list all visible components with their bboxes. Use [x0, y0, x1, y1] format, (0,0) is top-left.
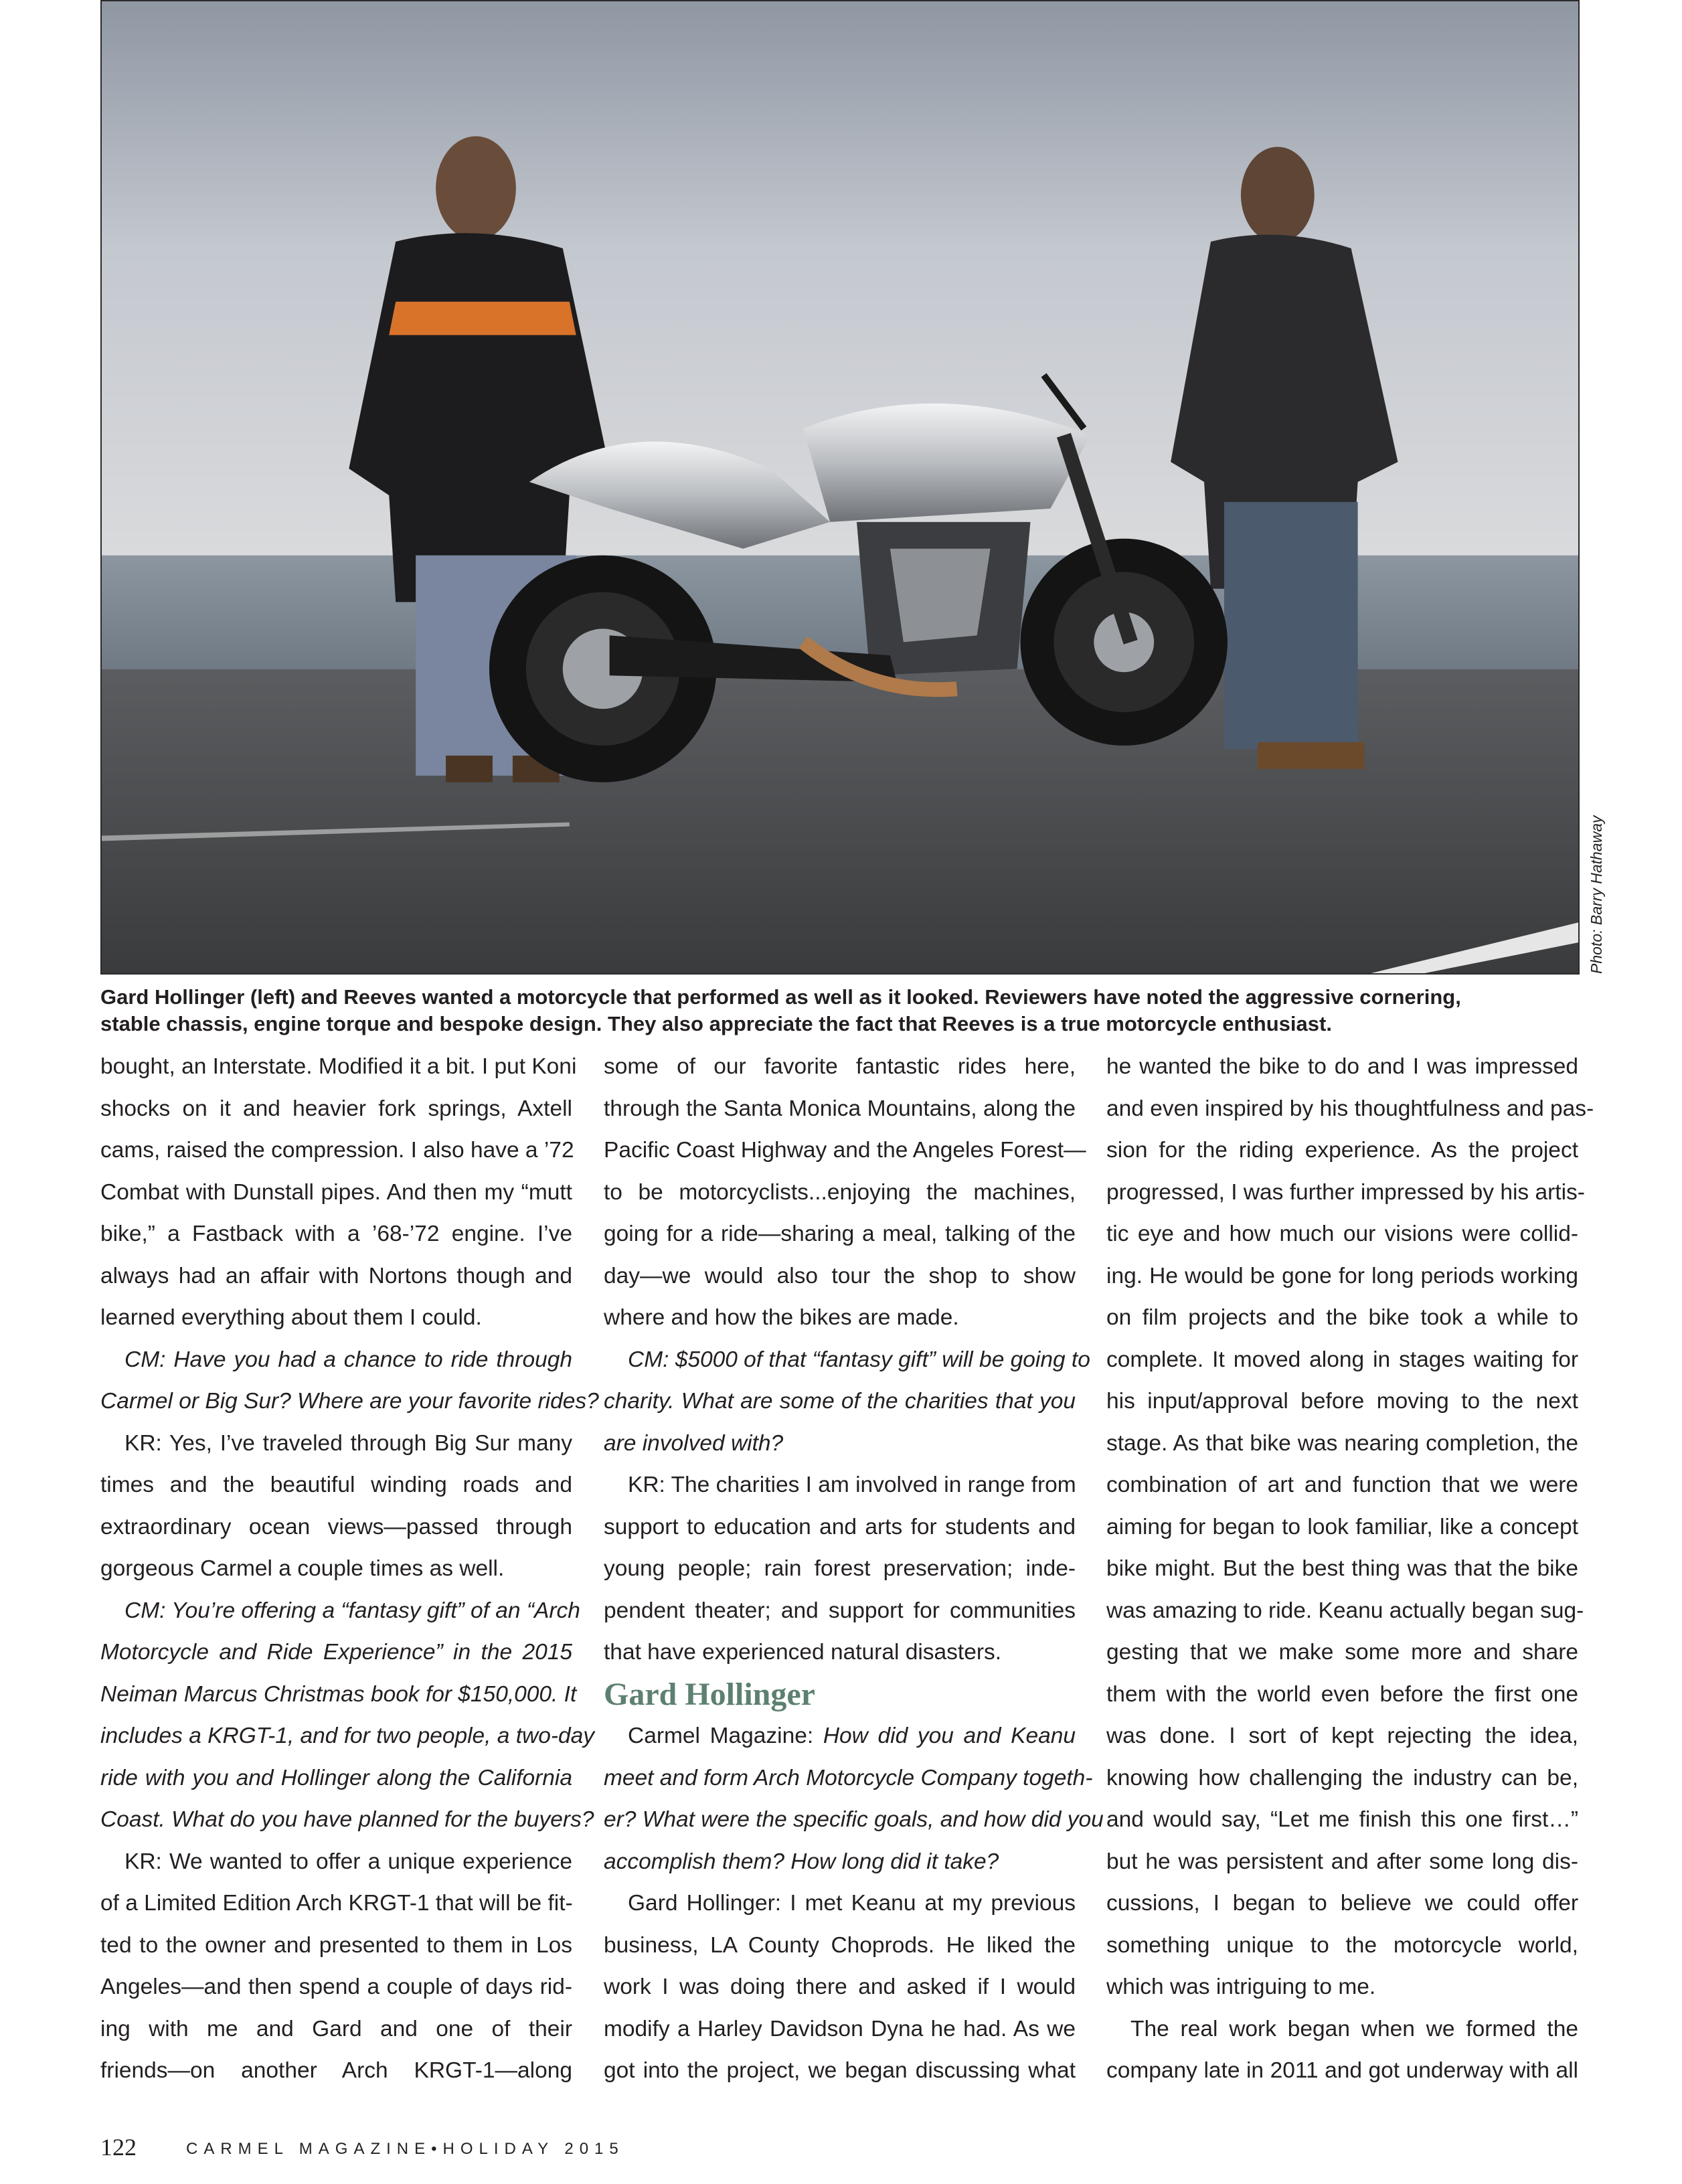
interviewer-label: Carmel Magazine:: [628, 1724, 823, 1748]
answer-line: cussions, I began to believe we could offer: [1106, 1891, 1578, 1916]
answer-line: complete. It moved along in stages waiting for: [1106, 1347, 1578, 1372]
article-column-3: [1106, 1046, 1594, 2092]
question-line: [604, 1715, 1076, 1758]
answer-line: Angeles—and then spend a couple of days rid-: [100, 1975, 572, 1999]
photo-caption: [100, 984, 1580, 1037]
answer-line: that have experienced natural disasters.: [604, 1640, 1002, 1665]
answer-line: he wanted the bike to do and I was impressed: [1106, 1054, 1578, 1079]
question-line: includes a KRGT-1, and for two people, a two-day: [100, 1724, 595, 1748]
answer-line: ing with me and Gard and one of their: [100, 2016, 572, 2041]
question-line: Motorcycle and Ride Experience” in the 2015: [100, 1640, 572, 1665]
answer-line: through the Santa Monica Mountains, along the: [604, 1096, 1076, 1121]
answer-line: and even inspired by his thoughtfulness and pas-: [1106, 1096, 1594, 1121]
question-line: Coast. What do you have planned for the buyers?: [100, 1807, 594, 1832]
answer-line: pendent theater; and support for communities: [604, 1598, 1076, 1623]
answer-line: bike might. But the best thing was that the bike: [1106, 1556, 1578, 1581]
text-line: always had an affair with Nortons though and: [100, 1263, 572, 1288]
answer-line: which was intriguing to me.: [1106, 1975, 1376, 1999]
answer-line: was amazing to ride. Keanu actually began sug-: [1106, 1598, 1584, 1623]
answer-line: company late in 2011 and got underway with all: [1106, 2058, 1578, 2083]
question-line: Carmel or Big Sur? Where are your favorite rides?: [100, 1389, 599, 1414]
answer-line: Pacific Coast Highway and the Angeles Forest—: [604, 1138, 1086, 1163]
answer-line: friends—on another Arch KRGT-1—along: [100, 2058, 572, 2083]
page-number: 122: [100, 2134, 137, 2161]
text-line: bought, an Interstate. Modified it a bit. I put Koni: [100, 1054, 577, 1079]
answer-line: something unique to the motorcycle world,: [1106, 1932, 1578, 1958]
answer-line: on film projects and the bike took a while to: [1106, 1305, 1578, 1330]
answer-line: progressed, I was further impressed by his artis-: [1106, 1179, 1585, 1205]
question-line: meet and form Arch Motorcycle Company togeth-: [604, 1765, 1093, 1790]
section-heading: Gard Hollinger: [604, 1676, 815, 1712]
question-line: er? What were the specific goals, and how did you: [604, 1807, 1104, 1832]
article-column-1: [100, 1046, 599, 2092]
answer-line: where and how the bikes are made.: [604, 1305, 959, 1330]
answer-line: but he was persistent and after some long dis-: [1106, 1849, 1578, 1874]
answer-line: extraordinary ocean views—passed through: [100, 1514, 572, 1539]
photo-scene: [102, 1, 1578, 973]
text-line: Combat with Dunstall pipes. And then my “mutt: [100, 1179, 572, 1205]
question-line: are involved with?: [604, 1430, 784, 1456]
question-line: CM: $5000 of that “fantasy gift” will be going to: [628, 1347, 1090, 1372]
answer-line: of a Limited Edition Arch KRGT-1 that will be fit-: [100, 1891, 573, 1916]
answer-line: sion for the riding experience. As the project: [1106, 1138, 1578, 1163]
answer-line: work I was doing there and asked if I would: [604, 1975, 1076, 1999]
answer-line: his input/approval before moving to the next: [1106, 1389, 1578, 1414]
answer-line: times and the beautiful winding roads and: [100, 1473, 572, 1497]
answer-line: gorgeous Carmel a couple times as well.: [100, 1556, 505, 1581]
question-line: accomplish them? How long did it take?: [604, 1849, 999, 1874]
answer-line: to be motorcyclists...enjoying the machines,: [604, 1179, 1076, 1205]
motorcycle-photo: [100, 0, 1580, 975]
question-line: CM: You’re offering a “fantasy gift” of an “Arch: [124, 1598, 580, 1623]
answer-line: knowing how challenging the industry can be,: [1106, 1765, 1578, 1790]
text-line: bike,” a Fastback with a ’68-’72 engine. I’ve: [100, 1222, 572, 1246]
photo-credit: [1584, 800, 1610, 974]
answer-line: tic eye and how much our visions were collid-: [1106, 1222, 1578, 1246]
answer-line: got into the project, we began discussing what: [604, 2058, 1076, 2083]
text-line: learned everything about them I could.: [100, 1305, 482, 1330]
question-line: ride with you and Hollinger along the California: [100, 1765, 572, 1790]
answer-line: combination of art and function that we were: [1106, 1473, 1578, 1497]
caption-line: Gard Hollinger (left) and Reeves wanted a motorcycle that performed as well as it looked. Reviewers have noted the aggressive cornering,: [100, 985, 1461, 1009]
answer-line: Gard Hollinger: I met Keanu at my previous: [628, 1891, 1076, 1916]
magazine-issue: CARMEL MAGAZINE•HOLIDAY 2015: [186, 2140, 624, 2158]
answer-line: and would say, “Let me finish this one first…”: [1106, 1807, 1578, 1832]
question-line: Neiman Marcus Christmas book for $150,000. It: [100, 1681, 577, 1707]
answer-line: going for a ride—sharing a meal, talking of the: [604, 1222, 1076, 1246]
answer-line: KR: The charities I am involved in range from: [628, 1473, 1076, 1497]
photo-credit-text: Photo: Barry Hathaway: [1588, 815, 1605, 974]
article-column-2: [604, 1046, 1104, 2092]
answer-line: modify a Harley Davidson Dyna he had. As we: [604, 2016, 1076, 2041]
answer-line: support to education and arts for students and: [604, 1514, 1076, 1539]
answer-line: business, LA County Choprods. He liked the: [604, 1932, 1076, 1958]
answer-line: gesting that we make some more and share: [1106, 1640, 1578, 1665]
answer-line: them with the world even before the first one: [1106, 1681, 1578, 1707]
question-text: How did you and Keanu: [823, 1724, 1076, 1748]
question-line: CM: Have you had a chance to ride through: [124, 1347, 572, 1372]
question-line: charity. What are some of the charities that you: [604, 1389, 1076, 1414]
text-line: cams, raised the compression. I also have a ’72: [100, 1138, 574, 1163]
answer-line: young people; rain forest preservation; inde-: [604, 1556, 1076, 1581]
caption-line: stable chassis, engine torque and bespoke design. They also appreciate the fact that Reeves is a true motorcycle enthusiast.: [100, 1012, 1332, 1035]
answer-line: was done. I sort of kept rejecting the idea,: [1106, 1724, 1578, 1748]
answer-line: stage. As that bike was nearing completion, the: [1106, 1430, 1578, 1456]
answer-line: day—we would also tour the shop to show: [604, 1263, 1076, 1288]
answer-line: KR: Yes, I’ve traveled through Big Sur many: [124, 1430, 572, 1456]
text-line: shocks on it and heavier fork springs, Axtell: [100, 1096, 572, 1121]
answer-line: The real work began when we formed the: [1130, 2016, 1578, 2041]
answer-line: some of our favorite fantastic rides here,: [604, 1054, 1076, 1079]
answer-line: aiming for began to look familiar, like a concept: [1106, 1514, 1578, 1539]
answer-line: ted to the owner and presented to them in Los: [100, 1932, 572, 1958]
answer-line: KR: We wanted to offer a unique experience: [124, 1849, 572, 1874]
answer-line: ing. He would be gone for long periods working: [1106, 1263, 1578, 1288]
